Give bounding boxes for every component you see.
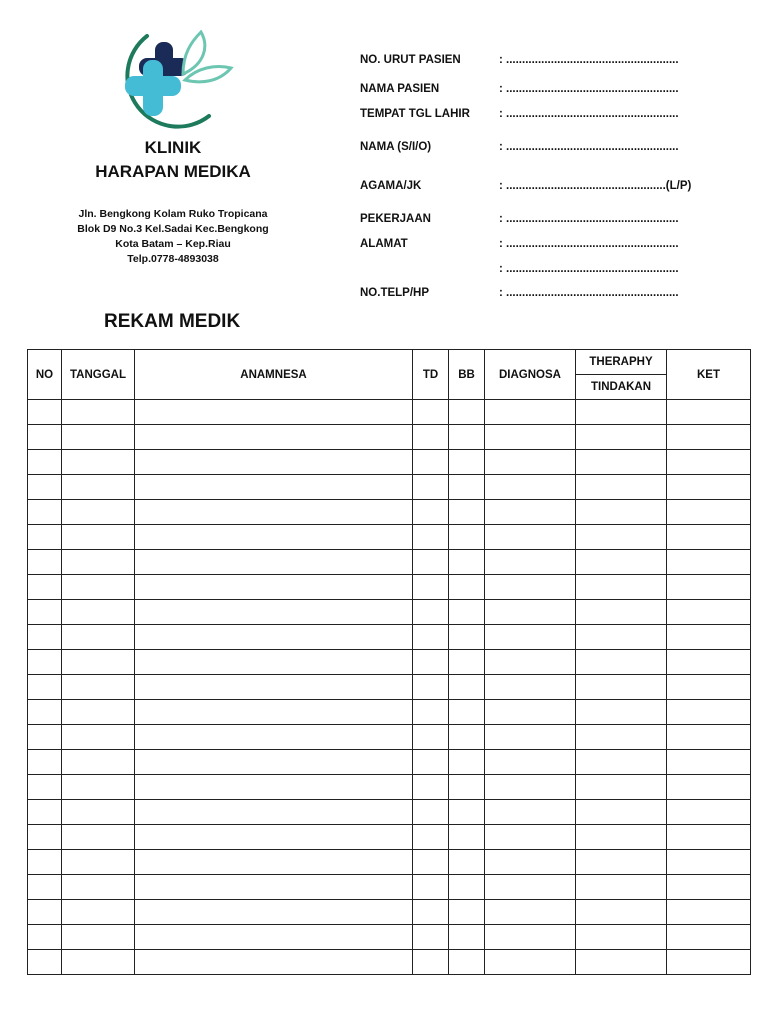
cell-no[interactable] (28, 575, 62, 600)
cell-bb[interactable] (449, 900, 485, 925)
cell-td[interactable] (413, 875, 449, 900)
cell-bb[interactable] (449, 850, 485, 875)
cell-tanggal[interactable] (62, 475, 135, 500)
cell-ket[interactable] (667, 525, 751, 550)
cell-ket[interactable] (667, 750, 751, 775)
cell-ket[interactable] (667, 500, 751, 525)
table-row (28, 550, 751, 575)
field-value-nama-pasien[interactable]: : ...................................................... (499, 83, 679, 95)
cell-no[interactable] (28, 650, 62, 675)
table-row (28, 750, 751, 775)
cell-ket[interactable] (667, 775, 751, 800)
cell-ket[interactable] (667, 600, 751, 625)
col-header-bb: BB (449, 350, 485, 400)
cell-no[interactable] (28, 875, 62, 900)
table-row (28, 425, 751, 450)
cell-diagnosa[interactable] (485, 400, 576, 425)
table-row (28, 950, 751, 975)
cell-diagnosa[interactable] (485, 800, 576, 825)
cell-anamnesa[interactable] (135, 750, 413, 775)
cell-tanggal[interactable] (62, 575, 135, 600)
cell-no[interactable] (28, 950, 62, 975)
cell-diagnosa[interactable] (485, 575, 576, 600)
cell-anamnesa[interactable] (135, 950, 413, 975)
cell-tanggal[interactable] (62, 550, 135, 575)
table-row (28, 825, 751, 850)
col-header-anamnesa: ANAMNESA (135, 350, 413, 400)
cell-ket[interactable] (667, 950, 751, 975)
cell-no[interactable] (28, 450, 62, 475)
cell-diagnosa[interactable] (485, 750, 576, 775)
cell-diagnosa[interactable] (485, 875, 576, 900)
field-label-no-urut: NO. URUT PASIEN (360, 54, 461, 66)
cell-td[interactable] (413, 425, 449, 450)
cell-tanggal[interactable] (62, 700, 135, 725)
cell-bb[interactable] (449, 700, 485, 725)
cell-tindakan[interactable] (576, 875, 667, 900)
col-header-no: NO (28, 350, 62, 400)
cell-diagnosa[interactable] (485, 900, 576, 925)
cell-tindakan[interactable] (576, 475, 667, 500)
cell-ket[interactable] (667, 800, 751, 825)
cell-diagnosa[interactable] (485, 425, 576, 450)
cell-td[interactable] (413, 850, 449, 875)
cell-tindakan[interactable] (576, 750, 667, 775)
cell-tanggal[interactable] (62, 725, 135, 750)
cell-diagnosa[interactable] (485, 625, 576, 650)
cell-anamnesa[interactable] (135, 800, 413, 825)
cell-bb[interactable] (449, 950, 485, 975)
cell-td[interactable] (413, 700, 449, 725)
cell-anamnesa[interactable] (135, 475, 413, 500)
table-row (28, 700, 751, 725)
cell-td[interactable] (413, 400, 449, 425)
cell-anamnesa[interactable] (135, 925, 413, 950)
cell-ket[interactable] (667, 875, 751, 900)
cell-tindakan[interactable] (576, 850, 667, 875)
field-value-alamat-2[interactable]: : ...................................................... (499, 263, 679, 275)
clinic-address-line: Kota Batam – Kep.Riau (115, 238, 231, 250)
cell-tindakan[interactable] (576, 925, 667, 950)
cell-tanggal[interactable] (62, 675, 135, 700)
cell-bb[interactable] (449, 600, 485, 625)
cell-bb[interactable] (449, 550, 485, 575)
table-row (28, 725, 751, 750)
cell-bb[interactable] (449, 425, 485, 450)
cell-tanggal[interactable] (62, 650, 135, 675)
cell-td[interactable] (413, 825, 449, 850)
clinic-name-line2: HARAPAN MEDIKA (95, 162, 251, 181)
field-value-alamat[interactable]: : ...................................................... (499, 238, 679, 250)
cell-td[interactable] (413, 600, 449, 625)
cell-tanggal[interactable] (62, 750, 135, 775)
cell-bb[interactable] (449, 825, 485, 850)
cell-bb[interactable] (449, 925, 485, 950)
field-value-ttl[interactable]: : ...................................................... (499, 108, 679, 120)
cell-ket[interactable] (667, 625, 751, 650)
cell-diagnosa[interactable] (485, 700, 576, 725)
cell-td[interactable] (413, 575, 449, 600)
table-row (28, 525, 751, 550)
cell-no[interactable] (28, 475, 62, 500)
cell-tanggal[interactable] (62, 450, 135, 475)
cell-ket[interactable] (667, 925, 751, 950)
cell-no[interactable] (28, 850, 62, 875)
cell-tindakan[interactable] (576, 650, 667, 675)
cell-tanggal[interactable] (62, 925, 135, 950)
cell-no[interactable] (28, 550, 62, 575)
field-label-alamat: ALAMAT (360, 238, 408, 250)
cell-tanggal[interactable] (62, 400, 135, 425)
cell-td[interactable] (413, 475, 449, 500)
cell-tindakan[interactable] (576, 600, 667, 625)
field-label-nama-sio: NAMA (S/I/O) (360, 141, 432, 153)
cell-anamnesa[interactable] (135, 525, 413, 550)
cell-bb[interactable] (449, 875, 485, 900)
cell-tanggal[interactable] (62, 775, 135, 800)
cell-ket[interactable] (667, 675, 751, 700)
field-value-agama-jk[interactable]: : ..................................................(L/P) (499, 180, 692, 192)
cell-no[interactable] (28, 900, 62, 925)
clinic-phone: Telp.0778-4893038 (127, 253, 219, 265)
cell-no[interactable] (28, 700, 62, 725)
cell-ket[interactable] (667, 725, 751, 750)
cell-diagnosa[interactable] (485, 550, 576, 575)
cell-anamnesa[interactable] (135, 650, 413, 675)
table-row (28, 625, 751, 650)
cell-ket[interactable] (667, 900, 751, 925)
cell-bb[interactable] (449, 625, 485, 650)
cell-anamnesa[interactable] (135, 625, 413, 650)
table-row (28, 475, 751, 500)
cell-ket[interactable] (667, 400, 751, 425)
cell-no[interactable] (28, 500, 62, 525)
cell-diagnosa[interactable] (485, 525, 576, 550)
cell-ket[interactable] (667, 475, 751, 500)
cell-no[interactable] (28, 775, 62, 800)
cell-tanggal[interactable] (62, 525, 135, 550)
cell-td[interactable] (413, 650, 449, 675)
cell-td[interactable] (413, 900, 449, 925)
cell-anamnesa[interactable] (135, 450, 413, 475)
cell-tanggal[interactable] (62, 500, 135, 525)
table-body (28, 400, 751, 975)
table-row (28, 675, 751, 700)
cell-ket[interactable] (667, 850, 751, 875)
cell-no[interactable] (28, 400, 62, 425)
cell-anamnesa[interactable] (135, 400, 413, 425)
cell-anamnesa[interactable] (135, 575, 413, 600)
table-row (28, 575, 751, 600)
cell-anamnesa[interactable] (135, 700, 413, 725)
col-header-theraphy: THERAPHY (576, 350, 667, 375)
cell-no[interactable] (28, 525, 62, 550)
cell-ket[interactable] (667, 575, 751, 600)
cell-td[interactable] (413, 525, 449, 550)
col-header-td: TD (413, 350, 449, 400)
cell-td[interactable] (413, 725, 449, 750)
cell-bb[interactable] (449, 450, 485, 475)
cell-no[interactable] (28, 675, 62, 700)
cell-tanggal[interactable] (62, 875, 135, 900)
cell-diagnosa[interactable] (485, 725, 576, 750)
cell-diagnosa[interactable] (485, 825, 576, 850)
cell-tanggal[interactable] (62, 850, 135, 875)
cell-diagnosa[interactable] (485, 500, 576, 525)
cell-diagnosa[interactable] (485, 950, 576, 975)
cell-tindakan[interactable] (576, 775, 667, 800)
cell-tindakan[interactable] (576, 825, 667, 850)
cell-tanggal[interactable] (62, 950, 135, 975)
clinic-address-line: Blok D9 No.3 Kel.Sadai Kec.Bengkong (77, 223, 269, 235)
cell-td[interactable] (413, 625, 449, 650)
clinic-name-line1: KLINIK (144, 138, 202, 157)
cell-tindakan[interactable] (576, 550, 667, 575)
field-label-telp: NO.TELP/HP (360, 287, 430, 299)
cell-tindakan[interactable] (576, 500, 667, 525)
cell-anamnesa[interactable] (135, 825, 413, 850)
table-row (28, 400, 751, 425)
table-row (28, 600, 751, 625)
cell-ket[interactable] (667, 650, 751, 675)
cell-bb[interactable] (449, 525, 485, 550)
field-label-ttl: TEMPAT TGL LAHIR (360, 108, 470, 120)
cell-tindakan[interactable] (576, 950, 667, 975)
field-value-no-urut[interactable]: : ...................................................... (499, 54, 679, 66)
cell-no[interactable] (28, 750, 62, 775)
cell-bb[interactable] (449, 575, 485, 600)
cell-bb[interactable] (449, 775, 485, 800)
field-label-nama-pasien: NAMA PASIEN (360, 83, 440, 95)
table-row (28, 500, 751, 525)
field-label-agama-jk: AGAMA/JK (360, 180, 422, 192)
cell-anamnesa[interactable] (135, 875, 413, 900)
cell-tindakan[interactable] (576, 425, 667, 450)
field-value-pekerjaan[interactable]: : ...................................................... (499, 213, 679, 225)
table-row (28, 850, 751, 875)
cell-ket[interactable] (667, 425, 751, 450)
cell-bb[interactable] (449, 650, 485, 675)
col-header-ket: KET (667, 350, 751, 400)
cell-td[interactable] (413, 450, 449, 475)
cell-diagnosa[interactable] (485, 775, 576, 800)
cell-no[interactable] (28, 625, 62, 650)
page-title: REKAM MEDIK (104, 311, 241, 332)
cell-tindakan[interactable] (576, 700, 667, 725)
col-header-diagnosa: DIAGNOSA (485, 350, 576, 400)
table-row (28, 875, 751, 900)
cell-tindakan[interactable] (576, 900, 667, 925)
cell-td[interactable] (413, 950, 449, 975)
medical-record-table (27, 349, 751, 975)
cell-tindakan[interactable] (576, 675, 667, 700)
cell-diagnosa[interactable] (485, 850, 576, 875)
cell-diagnosa[interactable] (485, 450, 576, 475)
cell-tindakan[interactable] (576, 625, 667, 650)
cell-no[interactable] (28, 825, 62, 850)
cell-no[interactable] (28, 800, 62, 825)
cell-bb[interactable] (449, 500, 485, 525)
cell-tanggal[interactable] (62, 625, 135, 650)
cell-td[interactable] (413, 675, 449, 700)
clinic-logo-icon (115, 30, 235, 130)
clinic-address-line: Jln. Bengkong Kolam Ruko Tropicana (78, 208, 268, 220)
table-row (28, 450, 751, 475)
field-label-pekerjaan: PEKERJAAN (360, 213, 431, 225)
cell-td[interactable] (413, 775, 449, 800)
cell-anamnesa[interactable] (135, 775, 413, 800)
cell-no[interactable] (28, 725, 62, 750)
cell-bb[interactable] (449, 675, 485, 700)
cell-bb[interactable] (449, 725, 485, 750)
cell-anamnesa[interactable] (135, 675, 413, 700)
table-row (28, 800, 751, 825)
cell-tindakan[interactable] (576, 525, 667, 550)
cell-anamnesa[interactable] (135, 900, 413, 925)
cell-td[interactable] (413, 500, 449, 525)
cell-bb[interactable] (449, 750, 485, 775)
cell-tindakan[interactable] (576, 800, 667, 825)
cell-bb[interactable] (449, 400, 485, 425)
cell-anamnesa[interactable] (135, 850, 413, 875)
cell-bb[interactable] (449, 475, 485, 500)
table-row (28, 775, 751, 800)
cell-tanggal[interactable] (62, 825, 135, 850)
cell-diagnosa[interactable] (485, 675, 576, 700)
cell-anamnesa[interactable] (135, 500, 413, 525)
cell-ket[interactable] (667, 450, 751, 475)
col-header-tindakan: TINDAKAN (576, 375, 667, 400)
field-value-telp[interactable]: : ...................................................... (499, 287, 679, 299)
table-row (28, 925, 751, 950)
cell-diagnosa[interactable] (485, 475, 576, 500)
cell-tindakan[interactable] (576, 725, 667, 750)
cell-td[interactable] (413, 550, 449, 575)
cell-anamnesa[interactable] (135, 725, 413, 750)
table-row (28, 650, 751, 675)
col-header-tanggal: TANGGAL (62, 350, 135, 400)
cell-anamnesa[interactable] (135, 600, 413, 625)
cell-td[interactable] (413, 925, 449, 950)
cell-tindakan[interactable] (576, 400, 667, 425)
cell-ket[interactable] (667, 550, 751, 575)
table-row (28, 900, 751, 925)
cell-no[interactable] (28, 425, 62, 450)
cell-anamnesa[interactable] (135, 550, 413, 575)
cell-tanggal[interactable] (62, 600, 135, 625)
cell-tanggal[interactable] (62, 425, 135, 450)
cell-td[interactable] (413, 750, 449, 775)
cell-tindakan[interactable] (576, 575, 667, 600)
cell-anamnesa[interactable] (135, 425, 413, 450)
cell-bb[interactable] (449, 800, 485, 825)
cell-no[interactable] (28, 925, 62, 950)
cell-tanggal[interactable] (62, 800, 135, 825)
cell-ket[interactable] (667, 700, 751, 725)
cell-td[interactable] (413, 800, 449, 825)
cell-diagnosa[interactable] (485, 600, 576, 625)
cell-diagnosa[interactable] (485, 925, 576, 950)
cell-tindakan[interactable] (576, 450, 667, 475)
cell-no[interactable] (28, 600, 62, 625)
cell-diagnosa[interactable] (485, 650, 576, 675)
field-value-nama-sio[interactable]: : ...................................................... (499, 141, 679, 153)
cell-tanggal[interactable] (62, 900, 135, 925)
cell-ket[interactable] (667, 825, 751, 850)
